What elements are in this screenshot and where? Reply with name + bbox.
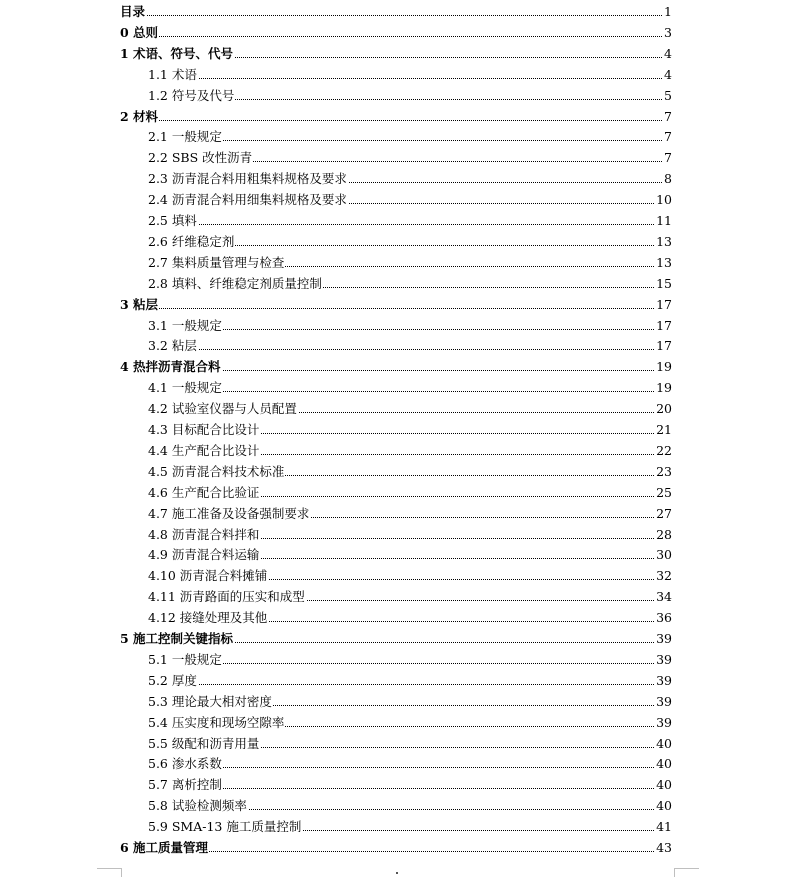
toc-entry[interactable] [0,628,796,649]
toc-entry[interactable] [0,524,796,545]
toc-dot-leader [148,663,670,664]
toc-entry-title: 3.1 一般规定 [148,315,223,336]
toc-entry-page: 17 [655,315,672,336]
toc-entry[interactable] [0,356,796,377]
toc-dot-leader [148,767,670,768]
toc-entry-page: 39 [655,649,672,670]
toc-entry-title: 3 粘层 [120,294,159,315]
toc-entry-title: 2 材料 [120,106,159,127]
toc-entry-title: 4.5 沥青混合料技术标准 [148,461,285,482]
toc-entry-page: 40 [655,774,672,795]
toc-entry[interactable] [0,607,796,628]
toc-dot-leader [148,329,670,330]
toc-entry[interactable] [0,294,796,315]
toc-entry[interactable] [0,816,796,837]
toc-entry-title: 5.7 离析控制 [148,774,223,795]
toc-entry-title: 4.1 一般规定 [148,377,223,398]
toc-entry-page: 13 [655,252,672,273]
toc-entry[interactable] [0,273,796,294]
toc-entry-title: 6 施工质量管理 [120,837,209,858]
toc-entry[interactable] [0,335,796,356]
toc-entry[interactable] [0,461,796,482]
toc-entry[interactable] [0,147,796,168]
toc-entry[interactable] [0,837,796,858]
toc-entry-title: 2.5 填料 [148,210,198,231]
toc-entry-title: 4.11 沥青路面的压实和成型 [148,586,306,607]
toc-entry-page: 39 [655,628,672,649]
toc-entry-page: 5 [663,85,672,106]
toc-entry[interactable] [0,1,796,22]
toc-entry-page: 27 [655,503,672,524]
toc-entry-title: 4 热拌沥青混合料 [120,356,222,377]
toc-entry[interactable] [0,565,796,586]
toc-entry-title: 4.12 接缝处理及其他 [148,607,268,628]
toc-entry-page: 8 [663,168,672,189]
toc-entry-title: 5.4 压实度和现场空隙率 [148,712,285,733]
toc-entry[interactable] [0,210,796,231]
toc-entry-title: 2.8 填料、纤维稳定剂质量控制 [148,273,323,294]
toc-entry-page: 19 [655,377,672,398]
toc-entry[interactable] [0,670,796,691]
toc-entry-page: 7 [663,106,672,127]
toc-entry-page: 36 [655,607,672,628]
toc-dot-leader [148,140,670,141]
toc-entry-title: 1.2 符号及代号 [148,85,235,106]
page-center-mark [396,872,398,874]
toc-entry[interactable] [0,753,796,774]
toc-entry[interactable] [0,544,796,565]
toc-entry-page: 39 [655,691,672,712]
toc-entry-title: 5.2 厚度 [148,670,198,691]
toc-entry-title: 4.2 试验室仪器与人员配置 [148,398,298,419]
toc-entry[interactable] [0,691,796,712]
toc-entry[interactable] [0,774,796,795]
toc-entry-page: 40 [655,733,672,754]
toc-entry-page: 7 [663,126,672,147]
toc-entry-title: 5.8 试验检测频率 [148,795,248,816]
toc-entry-page: 34 [655,586,672,607]
toc-entry-page: 28 [655,524,672,545]
toc-entry-page: 39 [655,670,672,691]
toc-entry-page: 41 [655,816,672,837]
toc-entry-page: 4 [663,64,672,85]
toc-entry-title: 4.3 目标配合比设计 [148,419,260,440]
toc-entry-page: 20 [655,398,672,419]
toc-entry[interactable] [0,503,796,524]
toc-entry[interactable] [0,43,796,64]
toc-entry-title: 5.6 渗水系数 [148,753,223,774]
toc-entry-title: 5.5 级配和沥青用量 [148,733,260,754]
toc-entry-page: 32 [655,565,672,586]
toc-entry-title: 5.3 理论最大相对密度 [148,691,273,712]
toc-entry-title: 目录 [120,1,146,22]
toc-entry-page: 43 [655,837,672,858]
toc-entry[interactable] [0,106,796,127]
toc-entry-page: 3 [663,22,672,43]
toc-entry-page: 40 [655,753,672,774]
toc-entry-title: 4.4 生产配合比设计 [148,440,260,461]
toc-entry-page: 23 [655,461,672,482]
toc-entry-page: 13 [655,231,672,252]
toc-entry[interactable] [0,189,796,210]
toc-entry-title: 0 总则 [120,22,159,43]
toc-entry-page: 39 [655,712,672,733]
toc-dot-leader [120,120,670,121]
toc-entry-title: 2.7 集料质量管理与检查 [148,252,285,273]
toc-entry-page: 7 [663,147,672,168]
toc-entry-title: 5 施工控制关键指标 [120,628,234,649]
toc-entry[interactable] [0,64,796,85]
toc-entry-page: 22 [655,440,672,461]
toc-entry-title: 1 术语、符号、代号 [120,43,234,64]
toc-entry[interactable] [0,419,796,440]
toc-dot-leader [148,224,670,225]
toc-entry[interactable] [0,168,796,189]
toc-entry[interactable] [0,126,796,147]
toc-entry-page: 17 [655,335,672,356]
toc-entry-title: 4.9 沥青混合料运输 [148,544,260,565]
toc-entry-title: 2.3 沥青混合料用粗集料规格及要求 [148,168,348,189]
toc-entry[interactable] [0,22,796,43]
toc-dot-leader [120,15,670,16]
toc-entry-title: 4.10 沥青混合料摊铺 [148,565,268,586]
toc-entry[interactable] [0,440,796,461]
toc-entry-title: 2.4 沥青混合料用细集料规格及要求 [148,189,348,210]
toc-entry-title: 2.6 纤维稳定剂 [148,231,235,252]
toc-entry-page: 19 [655,356,672,377]
toc-entry-title: 5.1 一般规定 [148,649,223,670]
toc-dot-leader [148,78,670,79]
toc-entry-page: 15 [655,273,672,294]
toc-entry[interactable] [0,377,796,398]
toc-dot-leader [148,349,670,350]
toc-dot-leader [148,788,670,789]
toc-entry-page: 1 [663,1,672,22]
toc-dot-leader [148,391,670,392]
toc-entry-title: 2.1 一般规定 [148,126,223,147]
toc-entry[interactable] [0,315,796,336]
toc-entry-title: 3.2 粘层 [148,335,198,356]
toc-entry[interactable] [0,586,796,607]
toc-dot-leader [120,36,670,37]
toc-entry[interactable] [0,398,796,419]
toc-entry[interactable] [0,252,796,273]
toc-entry-page: 25 [655,482,672,503]
toc-entry[interactable] [0,649,796,670]
toc-dot-leader [148,684,670,685]
toc-entry-title: 1.1 术语 [148,64,198,85]
toc-entry[interactable] [0,733,796,754]
toc-entry-title: 2.2 SBS 改性沥青 [148,147,253,168]
toc-entry-page: 40 [655,795,672,816]
toc-entry-page: 10 [655,189,672,210]
toc-entry-page: 30 [655,544,672,565]
toc-entry-page: 4 [663,43,672,64]
toc-entry-title: 5.9 SMA-13 施工质量控制 [148,816,302,837]
toc-entry[interactable] [0,482,796,503]
toc-entry-page: 11 [655,210,672,231]
toc-entry[interactable] [0,712,796,733]
toc-entry[interactable] [0,231,796,252]
toc-entry-page: 21 [655,419,672,440]
toc-entry[interactable] [0,85,796,106]
toc-dot-leader [120,308,670,309]
toc-entry-title: 4.7 施工准备及设备强制要求 [148,503,310,524]
toc-entry-page: 17 [655,294,672,315]
toc-entry[interactable] [0,795,796,816]
toc-entry-title: 4.8 沥青混合料拌和 [148,524,260,545]
toc-entry-title: 4.6 生产配合比验证 [148,482,260,503]
